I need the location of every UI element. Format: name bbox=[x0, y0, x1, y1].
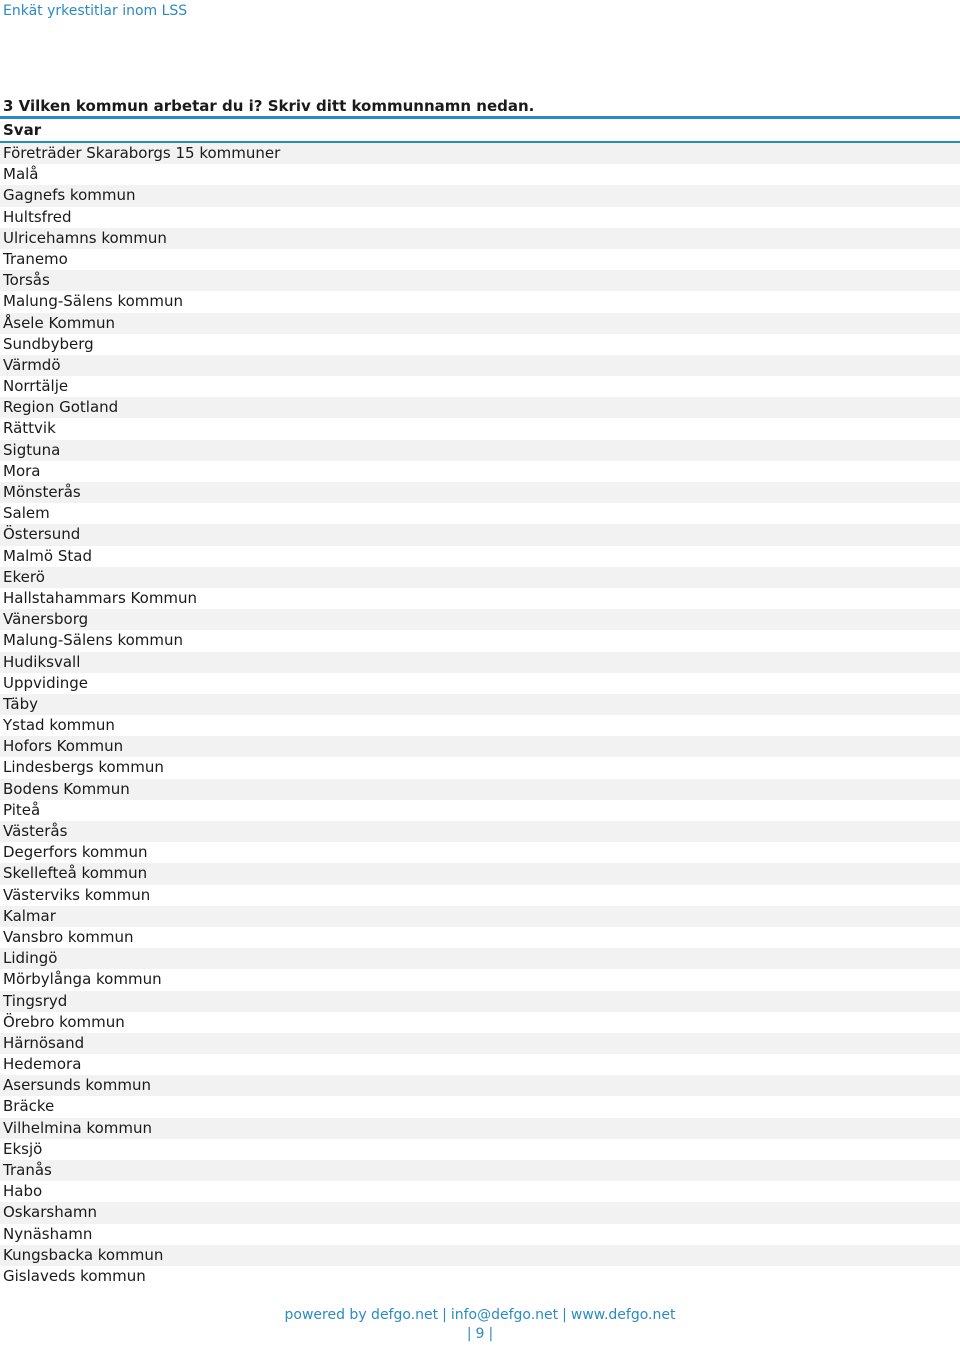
answer-row: Rättvik bbox=[0, 418, 960, 439]
answer-row: Hedemora bbox=[0, 1054, 960, 1075]
answer-row: Mora bbox=[0, 461, 960, 482]
answer-row: Härnösand bbox=[0, 1033, 960, 1054]
answer-row: Torsås bbox=[0, 270, 960, 291]
answer-row: Oskarshamn bbox=[0, 1202, 960, 1223]
answer-row: Sigtuna bbox=[0, 440, 960, 461]
answer-row: Värmdö bbox=[0, 355, 960, 376]
page-footer bbox=[0, 1306, 960, 1344]
answer-row: Asersunds kommun bbox=[0, 1075, 960, 1096]
answer-row: Hultsfred bbox=[0, 207, 960, 228]
answer-row: Lidingö bbox=[0, 948, 960, 969]
answer-row: Norrtälje bbox=[0, 376, 960, 397]
answer-row: Tranås bbox=[0, 1160, 960, 1181]
answer-row: Lindesbergs kommun bbox=[0, 757, 960, 778]
answer-row: Ekerö bbox=[0, 567, 960, 588]
answer-row: Sundbyberg bbox=[0, 334, 960, 355]
answer-row: Täby bbox=[0, 694, 960, 715]
footer-separator: | bbox=[466, 1326, 472, 1342]
answer-row: Region Gotland bbox=[0, 397, 960, 418]
answer-row: Örebro kommun bbox=[0, 1012, 960, 1033]
answer-row: Gislaveds kommun bbox=[0, 1266, 960, 1287]
answer-row: Malå bbox=[0, 164, 960, 185]
email-link[interactable]: info@defgo.net bbox=[450, 1307, 559, 1323]
answer-list bbox=[0, 143, 960, 1287]
answer-row: Hofors Kommun bbox=[0, 736, 960, 757]
answer-row: Piteå bbox=[0, 800, 960, 821]
answer-row: Företräder Skaraborgs 15 kommuner bbox=[0, 143, 960, 164]
question-section bbox=[0, 96, 960, 1287]
powered-by-link[interactable]: powered by defgo.net bbox=[284, 1307, 439, 1323]
answer-row: Degerfors kommun bbox=[0, 842, 960, 863]
answer-row: Västerås bbox=[0, 821, 960, 842]
answer-row: Skellefteå kommun bbox=[0, 863, 960, 884]
answer-row: Vänersborg bbox=[0, 609, 960, 630]
answer-row: Västerviks kommun bbox=[0, 885, 960, 906]
answer-row: Malung-Sälens kommun bbox=[0, 291, 960, 312]
answer-row: Uppvidinge bbox=[0, 673, 960, 694]
answer-row: Gagnefs kommun bbox=[0, 185, 960, 206]
answer-row: Mönsterås bbox=[0, 482, 960, 503]
answer-row: Bodens Kommun bbox=[0, 779, 960, 800]
answer-row: Hallstahammars Kommun bbox=[0, 588, 960, 609]
answer-row: Ulricehamns kommun bbox=[0, 228, 960, 249]
footer-separator: | bbox=[562, 1307, 567, 1323]
answer-row: Åsele Kommun bbox=[0, 313, 960, 334]
footer-separator: | bbox=[488, 1326, 494, 1342]
website-link[interactable]: www.defgo.net bbox=[570, 1307, 676, 1323]
answer-row: Tingsryd bbox=[0, 991, 960, 1012]
answer-row: Kalmar bbox=[0, 906, 960, 927]
answer-row: Hudiksvall bbox=[0, 652, 960, 673]
question-title: 3 Vilken kommun arbetar du i? Skriv ditt kommunnamn nedan. bbox=[3, 97, 535, 115]
answer-row: Tranemo bbox=[0, 249, 960, 270]
answer-row: Malmö Stad bbox=[0, 546, 960, 567]
answer-row: Salem bbox=[0, 503, 960, 524]
answer-row: Kungsbacka kommun bbox=[0, 1245, 960, 1266]
answer-row: Eksjö bbox=[0, 1139, 960, 1160]
answer-row: Ystad kommun bbox=[0, 715, 960, 736]
page-number: 9 bbox=[475, 1326, 485, 1342]
answer-row: Bräcke bbox=[0, 1096, 960, 1117]
document-title: Enkät yrkestitlar inom LSS bbox=[3, 3, 188, 19]
footer-separator: | bbox=[442, 1307, 447, 1323]
answer-row: Habo bbox=[0, 1181, 960, 1202]
answer-column-header: Svar bbox=[3, 121, 42, 139]
answer-row: Östersund bbox=[0, 524, 960, 545]
answer-row: Vansbro kommun bbox=[0, 927, 960, 948]
answer-row: Vilhelmina kommun bbox=[0, 1118, 960, 1139]
answer-row: Malung-Sälens kommun bbox=[0, 630, 960, 651]
answer-row: Nynäshamn bbox=[0, 1224, 960, 1245]
answer-row: Mörbylånga kommun bbox=[0, 969, 960, 990]
